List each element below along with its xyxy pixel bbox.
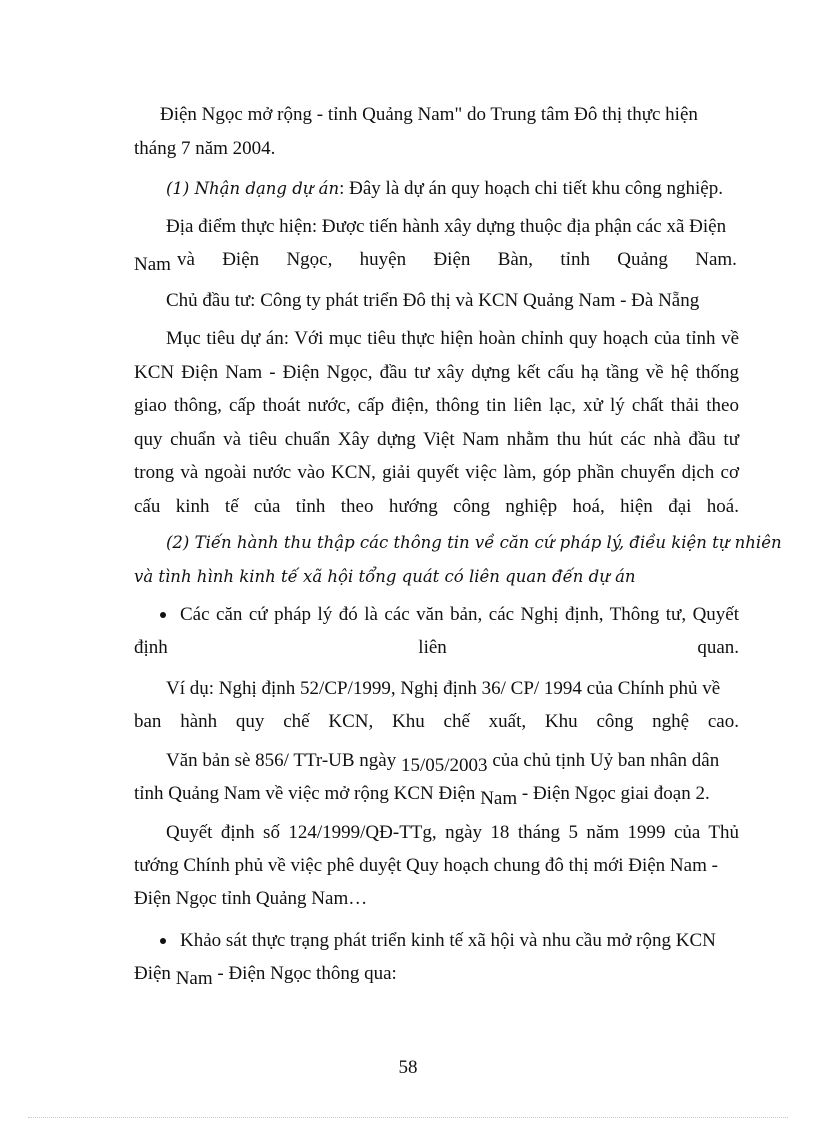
text-run: : Đây là dự án quy hoạch chi tiết khu công nghiệp. xyxy=(339,178,723,199)
italic-text: và tình hình kinh tế xã hội tổng quát có liên quan đến dự án xyxy=(134,567,636,586)
bullet-icon xyxy=(160,938,166,944)
text-run: Điện Ngọc mở rộng - tỉnh Quảng Nam" do Trung tâm Đô thị thực hiện xyxy=(160,104,698,125)
text-run: Điện xyxy=(134,963,171,984)
text-run-lowered: Nam xyxy=(480,788,518,809)
paragraph-line xyxy=(166,677,771,701)
paragraph-line xyxy=(134,782,739,809)
paragraph-line: quy chuẩn và tiêu chuẩn Xây dựng Việt Nam nhằm thu hút các nhà đầu tư xyxy=(134,429,739,450)
paragraph-line: KCN Điện Nam - Điện Ngọc, đầu tư xây dựng kết cấu hạ tầng về hệ thống xyxy=(134,362,739,383)
text-run: - Điện Ngọc giai đoạn 2. xyxy=(521,783,710,804)
bullet-icon xyxy=(160,612,166,618)
text-run: Ví dụ: Nghị định 52/CP/1999, Nghị định 36/ CP/ 1994 của Chính phủ về xyxy=(166,678,721,699)
paragraph-line: Mục tiêu dự án: Với mục tiêu thực hiện hoàn chỉnh quy hoạch của tỉnh về xyxy=(166,328,739,349)
paragraph-line xyxy=(160,103,739,127)
bullet-line xyxy=(180,929,739,953)
text-run: Địa điểm thực hiện: Được tiến hành xây dựng thuộc địa phận các xã Điện xyxy=(166,216,727,237)
text-run: Điện Ngọc tỉnh Quảng Nam… xyxy=(134,888,368,909)
text-run-lowered: Nam xyxy=(175,968,213,989)
text-run: Chủ đầu tư: Công ty phát triển Đô thị và KCN Quảng Nam - Đà Nẵng xyxy=(166,290,700,311)
text-run: Khảo sát thực trạng phát triển kinh tế xã hội và nhu cầu mở rộng KCN xyxy=(180,930,716,951)
paragraph-line: Quyết định số 124/1999/QĐ-TTg, ngày 18 tháng 5 năm 1999 của Thủ xyxy=(166,822,739,843)
paragraph-line xyxy=(134,137,739,161)
text-run: tháng 7 năm 2004. xyxy=(134,138,276,159)
paragraph-line: cấu kinh tế của tỉnh theo hướng công nghiệp hoá, hiện đại hoá. xyxy=(134,496,739,517)
paragraph-line: trong và ngoài nước vào KCN, giải quyết việc làm, góp phần chuyển dịch cơ xyxy=(134,462,739,483)
paragraph-line xyxy=(134,248,739,275)
paragraph-line xyxy=(166,215,739,239)
text-run: - Điện Ngọc thông qua: xyxy=(217,963,397,984)
bullet-line: Các căn cứ pháp lý đó là các văn bản, các Nghị định, Thông tư, Quyết xyxy=(180,604,739,625)
paragraph-line: ban hành quy chế KCN, Khu chế xuất, Khu công nghệ cao. xyxy=(134,711,739,732)
paragraph-line: giao thông, cấp thoát nước, cấp điện, thông tin liên lạc, xử lý chất thải theo xyxy=(134,395,739,416)
italic-text: (2) Tiến hành thu thập các thông tin về căn cứ pháp lý, điều kiện tự nhiên xyxy=(166,533,782,552)
paragraph-line xyxy=(166,749,771,776)
text-run: Văn bản sè 856/ TTr-UB ngày xyxy=(166,750,397,771)
paragraph-line xyxy=(166,289,771,313)
paragraph-line xyxy=(166,531,782,555)
date-lowered: 15/05/2003 xyxy=(401,755,488,776)
text-run-lowered: Nam xyxy=(134,254,171,275)
text-run: tỉnh Quảng Nam về việc mở rộng KCN Điện xyxy=(134,783,476,804)
paragraph-line xyxy=(166,177,771,201)
italic-heading: (1) Nhận dạng dự án xyxy=(166,179,340,198)
paragraph-line: định liên quan. xyxy=(134,637,739,658)
paragraph-line xyxy=(134,565,739,589)
text-run: tướng Chính phủ về việc phê duyệt Quy hoạch chung đô thị mới Điện Nam - xyxy=(134,855,718,876)
text-run: của chủ tịnh Uỷ ban nhân dân xyxy=(492,750,720,771)
text-run: và Điện Ngọc, huyện Điện Bàn, tỉnh Quảng Nam. xyxy=(176,249,737,270)
page-number: 58 xyxy=(398,1057,418,1078)
paragraph-line xyxy=(134,854,739,878)
footer-divider xyxy=(28,1117,788,1118)
paragraph-line xyxy=(134,887,739,911)
paragraph-line xyxy=(134,962,739,989)
